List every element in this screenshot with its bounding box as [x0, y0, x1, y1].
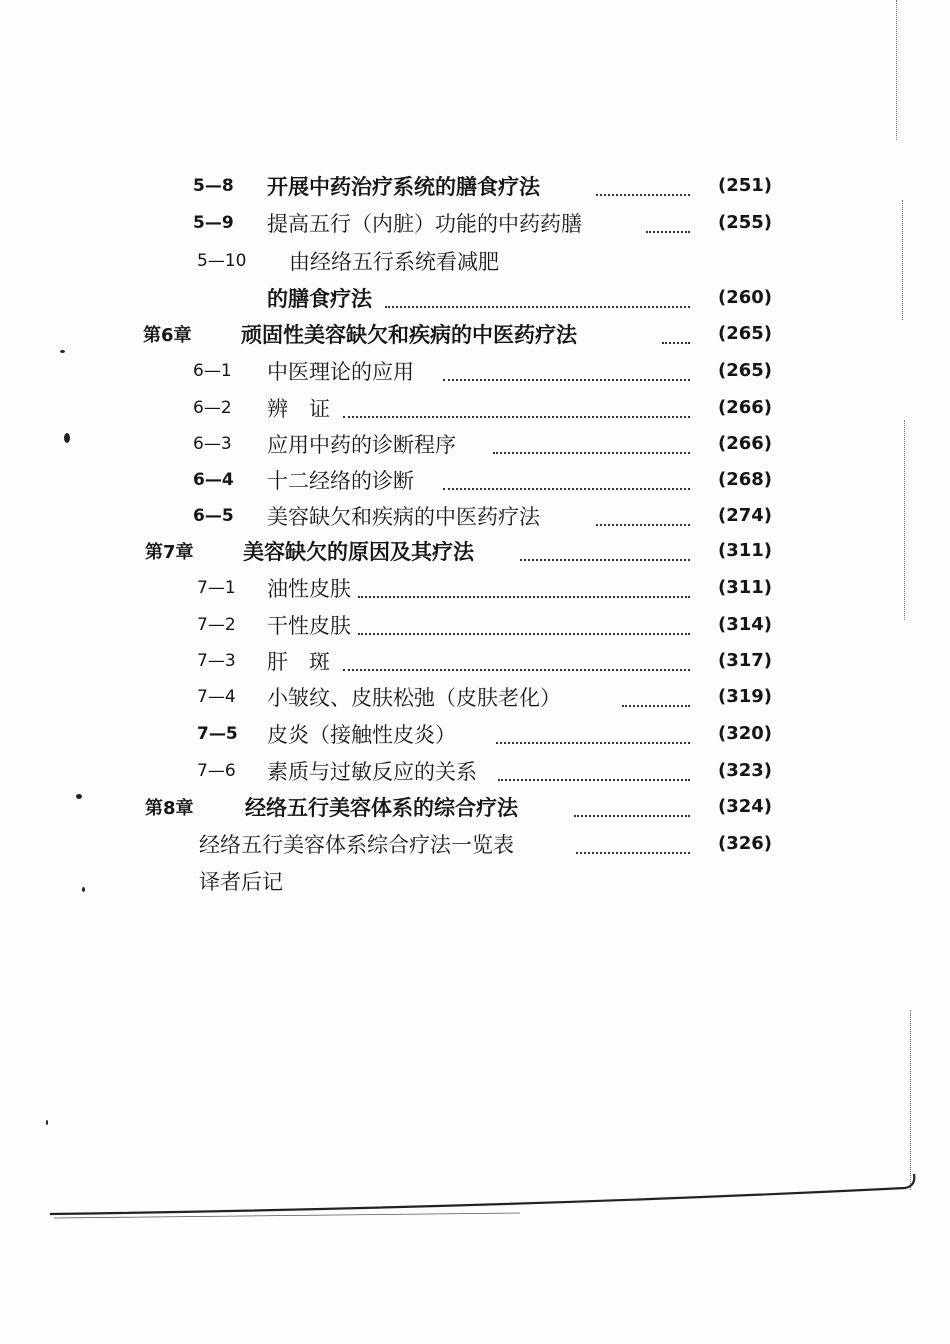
- chapter-title: 顽固性美容缺欠和疾病的中医药疗法: [241, 322, 577, 347]
- toc-entry: [197, 718, 456, 750]
- toc-entry: [193, 355, 414, 387]
- entry-title: 提高五行（内脏）功能的中药药膳: [267, 212, 582, 236]
- chapter-title: 经络五行美容体系的综合疗法: [245, 795, 518, 820]
- toc-entry: [197, 609, 351, 641]
- toc-entry: [193, 464, 414, 496]
- entry-title: 素质与过敏反应的关系: [267, 760, 477, 784]
- entry-title: 经络五行美容体系综合疗法一览表: [199, 833, 514, 857]
- section-number: 7—6: [197, 761, 236, 781]
- chapter-heading: [145, 535, 474, 567]
- dot-leader: [520, 559, 690, 561]
- section-number: 6—2: [193, 398, 232, 418]
- entry-title: 开展中药治疗系统的膳食疗法: [267, 174, 540, 199]
- dot-leader: [622, 705, 690, 707]
- toc-entry: [199, 828, 514, 860]
- page-number: (265): [718, 360, 773, 381]
- scan-speck: [64, 433, 70, 443]
- entry-title: 干性皮肤: [267, 614, 351, 638]
- entry-title: 由经络五行系统看减肥: [289, 250, 499, 274]
- dot-leader: [443, 488, 690, 490]
- page-number: (268): [718, 469, 773, 490]
- toc-entry: [197, 245, 499, 277]
- dot-leader: [662, 342, 690, 344]
- entry-title: 中医理论的应用: [267, 360, 414, 384]
- dot-leader: [496, 742, 690, 744]
- page-number: (266): [718, 433, 773, 454]
- page-number: (255): [718, 212, 773, 233]
- entry-title: 小皱纹、皮肤松弛（皮肤老化）: [267, 686, 561, 710]
- section-number: 5—9: [193, 213, 234, 233]
- chapter-heading: [143, 318, 577, 350]
- page-number: (274): [718, 505, 773, 526]
- dot-leader: [646, 231, 690, 233]
- chapter-number: 第7章: [145, 542, 194, 563]
- dot-leader: [596, 524, 690, 526]
- toc-entry: [193, 392, 330, 424]
- page-number: (323): [718, 760, 773, 781]
- page-number: (320): [718, 723, 773, 744]
- toc-entry: [197, 645, 330, 677]
- scan-edge: [904, 420, 905, 620]
- toc-entry: [197, 681, 561, 713]
- section-number: 6—4: [193, 470, 234, 490]
- scan-edge: [902, 200, 903, 320]
- page-number: (319): [718, 686, 773, 707]
- dot-leader: [385, 306, 690, 308]
- entry-title: 辨 证: [267, 397, 330, 421]
- toc-entry: [197, 572, 351, 604]
- chapter-number: 第6章: [143, 325, 192, 346]
- chapter-title: 美容缺欠的原因及其疗法: [243, 539, 474, 564]
- dot-leader: [493, 452, 690, 454]
- section-number: 7—2: [197, 615, 236, 635]
- page-number: (311): [718, 577, 773, 598]
- dot-leader: [343, 416, 690, 418]
- scan-speck: [76, 794, 82, 799]
- toc-entry: [197, 755, 477, 787]
- section-number: 6—1: [193, 361, 232, 381]
- toc-entry: [193, 170, 540, 202]
- entry-title: 的膳食疗法: [267, 286, 372, 311]
- scan-edge: [910, 1010, 911, 1190]
- entry-title: 皮炎（接触性皮炎）: [267, 723, 456, 747]
- toc-entry: [193, 207, 582, 239]
- toc-entry: [193, 428, 456, 460]
- dot-leader: [358, 596, 690, 598]
- page-number: (265): [718, 323, 773, 344]
- entry-title: 十二经络的诊断: [267, 469, 414, 493]
- page-number: (251): [718, 175, 773, 196]
- page-number: (324): [718, 796, 773, 817]
- section-number: 6—3: [193, 434, 232, 454]
- scan-edge: [896, 0, 897, 140]
- dot-leader: [343, 669, 690, 671]
- dot-leader: [596, 194, 690, 196]
- dot-leader: [576, 852, 690, 854]
- section-number: 7—4: [197, 687, 236, 707]
- dot-leader: [358, 633, 690, 635]
- toc-entry-continuation: [267, 282, 372, 314]
- section-number: 5—8: [193, 176, 234, 196]
- scan-speck: [46, 1120, 48, 1125]
- toc-entry: [193, 500, 540, 532]
- page-number: (326): [718, 833, 773, 854]
- page-number: (311): [718, 540, 773, 561]
- entry-title: 应用中药的诊断程序: [267, 433, 456, 457]
- page-number: (314): [718, 614, 773, 635]
- section-number: 7—1: [197, 578, 236, 598]
- dot-leader: [443, 379, 690, 381]
- scan-speck: [82, 887, 85, 892]
- section-number: 6—5: [193, 506, 234, 526]
- section-number: 5—10: [197, 251, 247, 271]
- page-number: (260): [718, 287, 773, 308]
- toc-entry: [199, 865, 283, 897]
- dot-leader: [574, 815, 690, 817]
- entry-title: 美容缺欠和疾病的中医药疗法: [267, 505, 540, 529]
- chapter-heading: [145, 791, 518, 823]
- chapter-number: 第8章: [145, 798, 194, 819]
- page-number: (317): [718, 650, 773, 671]
- section-number: 7—5: [197, 724, 238, 744]
- entry-title: 译者后记: [199, 870, 283, 894]
- section-number: 7—3: [197, 651, 236, 671]
- entry-title: 油性皮肤: [267, 577, 351, 601]
- page-number: (266): [718, 397, 773, 418]
- scan-speck: [60, 350, 65, 353]
- dot-leader: [498, 779, 690, 781]
- entry-title: 肝 斑: [267, 650, 330, 674]
